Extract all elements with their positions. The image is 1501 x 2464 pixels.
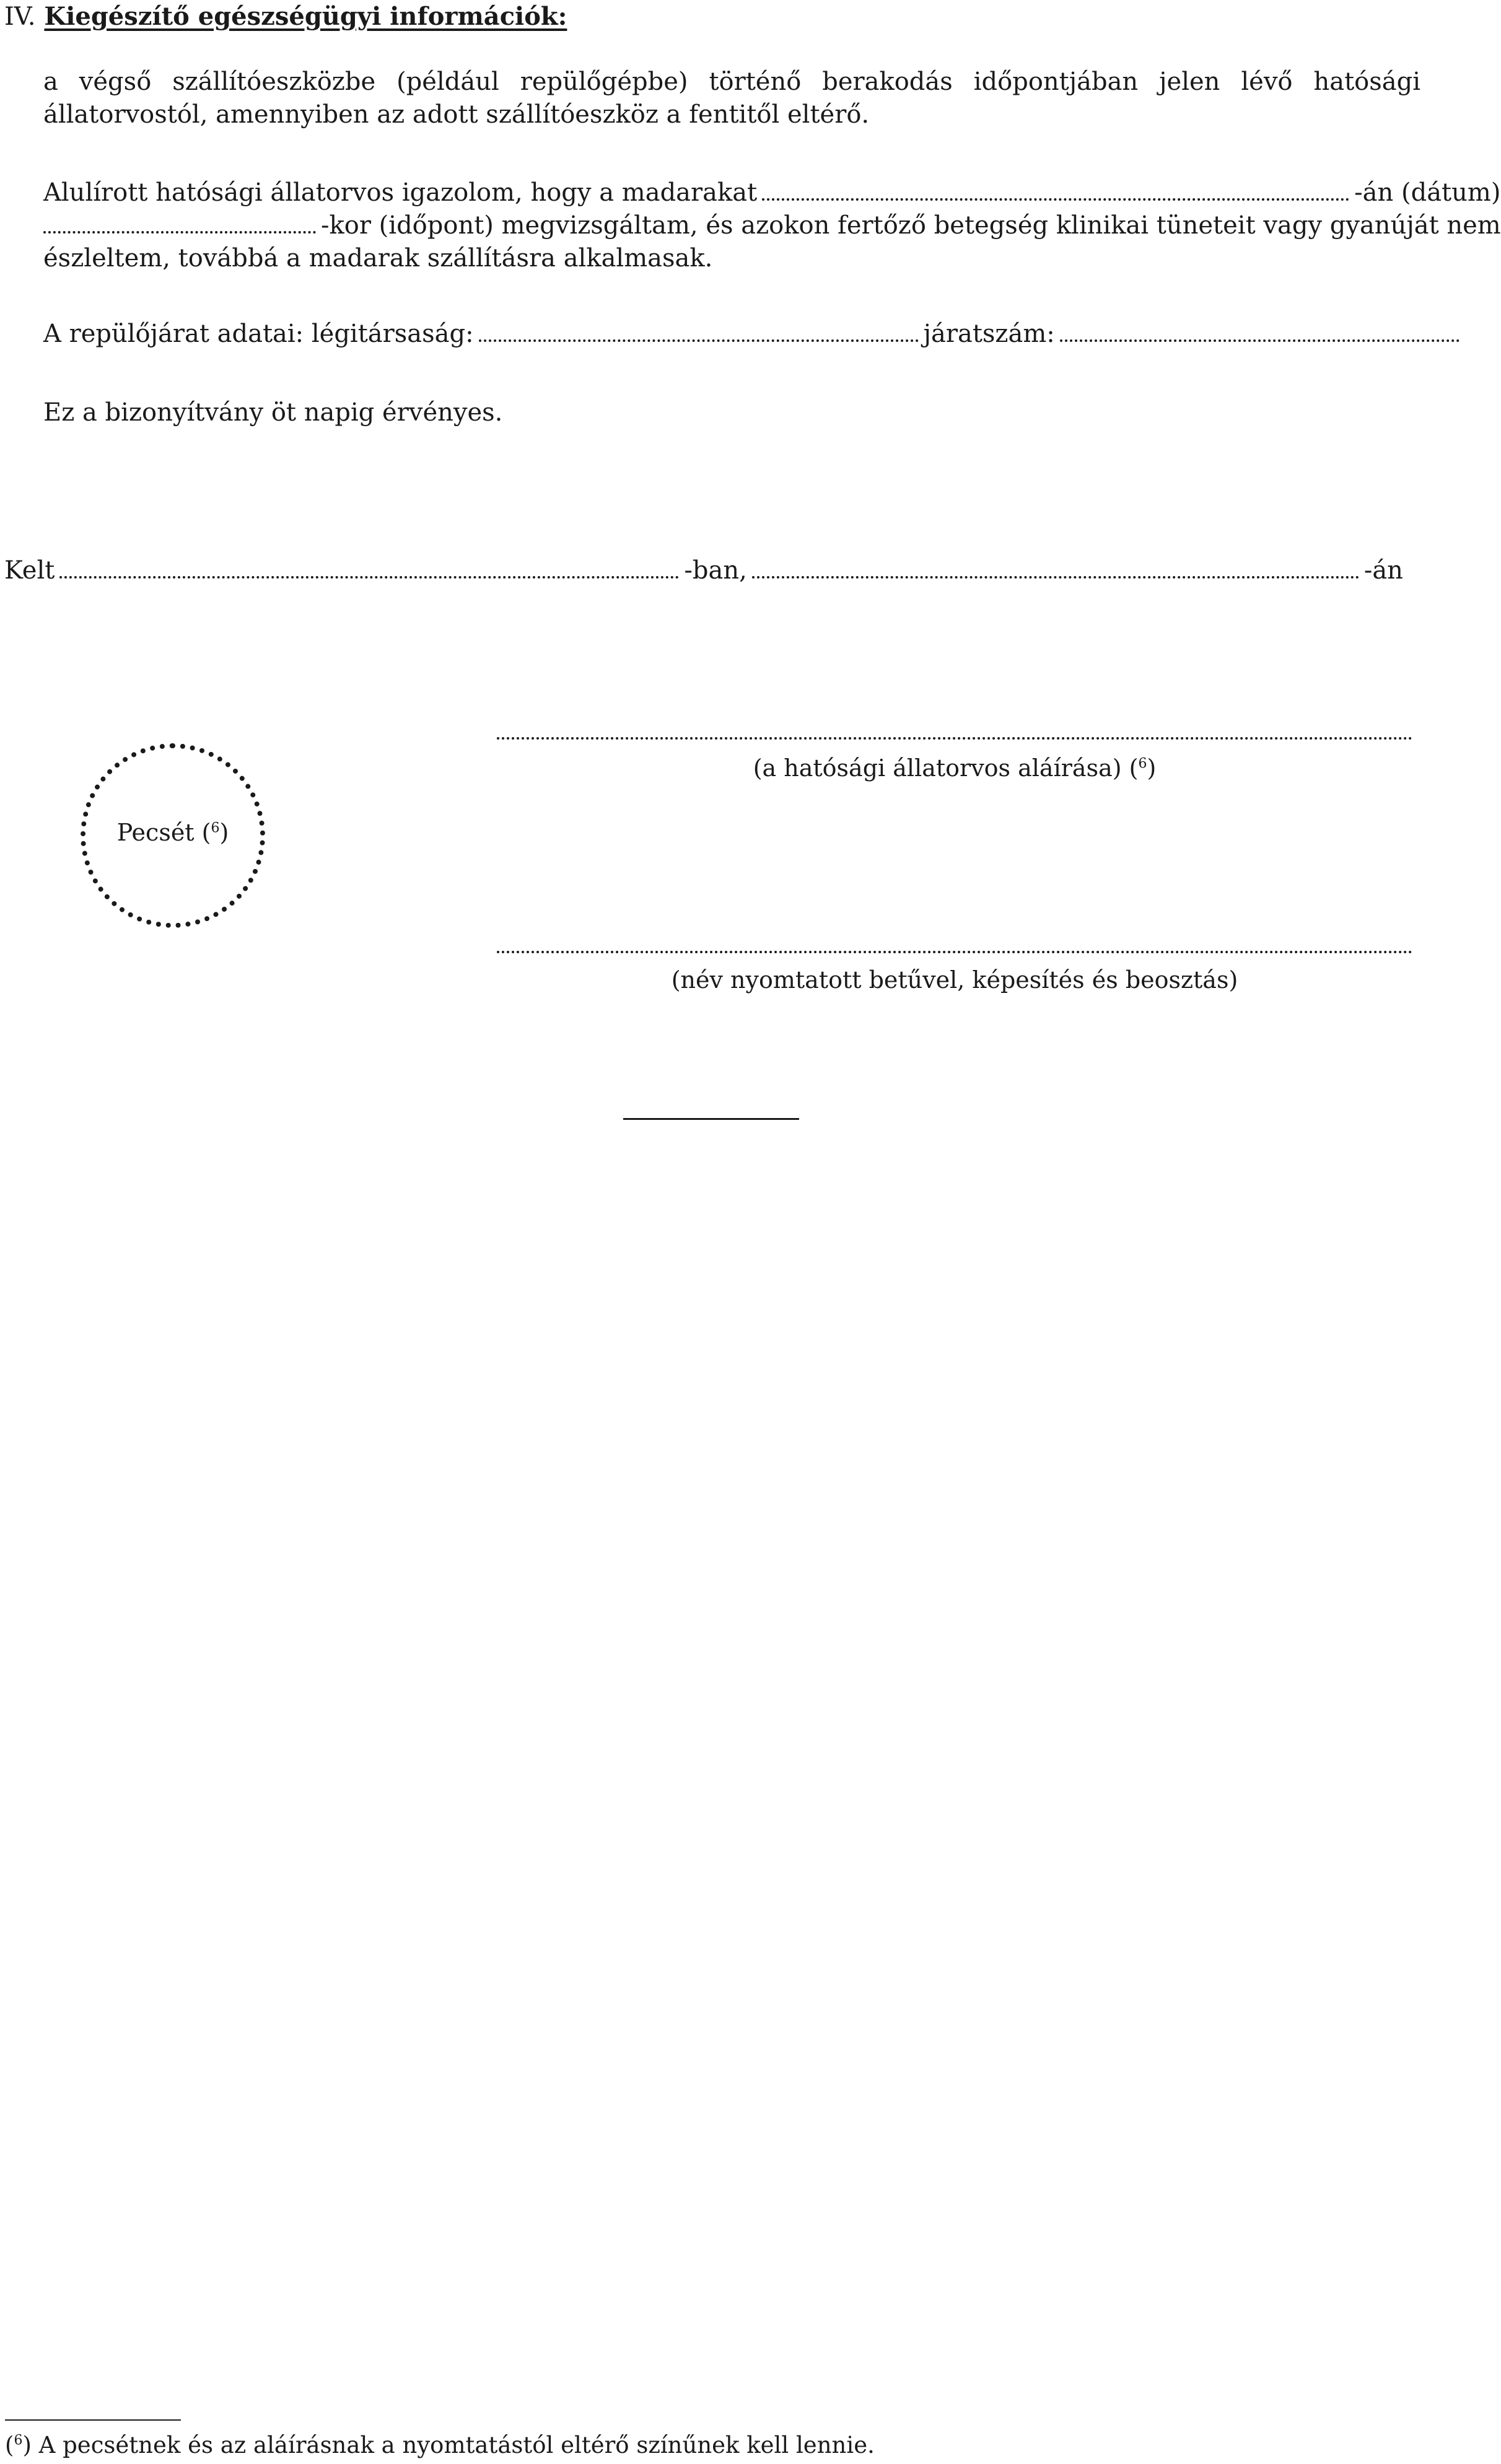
airline-label: A repülőjárat adatai: légitársaság: — [43, 320, 474, 348]
validity-statement: Ez a bizonyítvány öt napig érvényes. — [43, 398, 503, 427]
time-suffix: -kor (időpont) megvizsgáltam, és azokon fertőző betegség klinikai tüneteit vagy gyanúját nem — [321, 211, 1501, 240]
footnote: ($^6$) A pecsétnek és az aláírásnak a nyomtatástól eltérő színűnek kell lennie. — [5, 2432, 875, 2458]
signature-caption: (a hatósági állatorvos aláírása) ($^6$) — [753, 754, 1157, 782]
certification-line-1 — [43, 177, 1501, 209]
date-blank-field[interactable] — [762, 198, 1349, 201]
place-blank-field[interactable] — [59, 576, 679, 579]
time-blank-field[interactable] — [43, 231, 316, 234]
certification-line-3: észleltem, továbbá a madarak szállításra alkalmasak. — [43, 244, 713, 273]
section-number: IV. — [4, 2, 36, 31]
section-title: Kiegészítő egészségügyi információk: — [44, 2, 567, 31]
kelt-label: Kelt — [4, 556, 55, 585]
an-suffix: -án — [1363, 556, 1403, 585]
place-date-line — [4, 554, 1403, 587]
footnote-number: 6 — [14, 2432, 23, 2449]
certification-intro: Alulírott hatósági állatorvos igazolom, hogy a madarakat — [43, 178, 758, 207]
paragraph-final-vehicle: a végső szállítóeszközbe (például repülőgépbe) történő berakodás időpontjában jelen lévő hatósági állatorvostól, amennyiben az adott szállítóeszköz a fentitől eltérő. — [43, 68, 1420, 129]
signature-line[interactable] — [497, 737, 1412, 740]
certification-line-2 — [43, 209, 1501, 242]
airline-blank-field[interactable] — [479, 339, 919, 342]
stamp-label: Pecsét ($^6$) — [116, 819, 229, 846]
flight-number-label: járatszám: — [923, 320, 1055, 348]
date-suffix: -án (dátum) — [1354, 178, 1501, 207]
date-blank-field-2[interactable] — [752, 576, 1359, 579]
section-heading — [4, 0, 567, 33]
name-caption: (név nyomtatott betűvel, képesítés és beosztás) — [671, 966, 1238, 994]
flight-number-blank-field[interactable] — [1060, 339, 1459, 342]
footnote-rule — [5, 2419, 181, 2421]
ban-suffix: -ban, — [684, 556, 747, 585]
footnote-ref: 6 — [1138, 756, 1147, 772]
footnote-ref: 6 — [211, 820, 220, 836]
flight-details-line — [43, 318, 1464, 351]
name-line[interactable] — [497, 951, 1412, 953]
footnote-text: A pecsétnek és az aláírásnak a nyomtatástól eltérő színűnek kell lennie. — [31, 2432, 875, 2458]
closing-separator — [623, 1118, 799, 1120]
